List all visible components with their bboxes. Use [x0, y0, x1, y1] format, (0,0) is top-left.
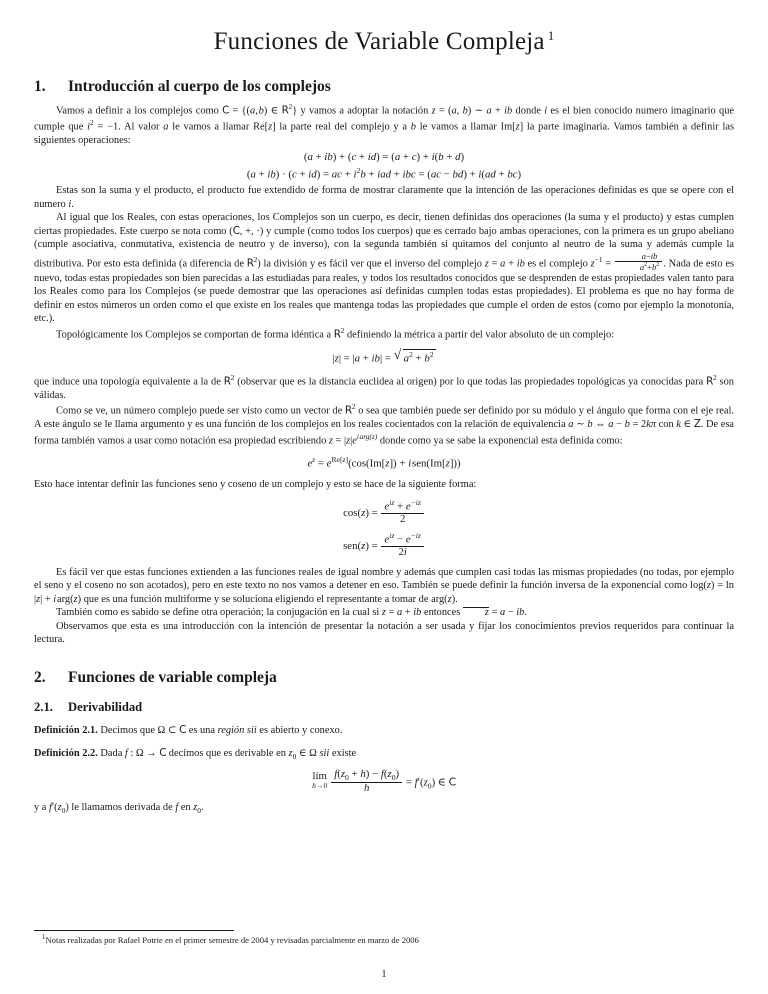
section-1-title: Introducción al cuerpo de los complejos: [68, 77, 331, 95]
footnote-body: Notas realizadas por Rafael Potrie en el primer semestre de 2004 y revisadas parcialmente en marzo de 2006: [45, 935, 419, 946]
footnote-area: [34, 930, 734, 946]
equation-cosine: cos(z) = $\frac{e^{iz} + e^{-iz}}{2}$: [34, 499, 734, 525]
paragraph-topologia-equivalente: que induce una topología equivalente a la de $R^2$ (observar que es la distancia euclidea al origen) por lo que todas las propiedades topológicas ya conocidas para $R^2$ son válidas.: [34, 372, 734, 401]
subsection-2-1-number: 2.1.: [34, 700, 53, 715]
definition-2-1: Definición 2.1. Decimos que Ω ⊂ C es una región sii es abierto y conexo.: [34, 724, 343, 737]
page-title-text: Funciones de Variable Compleja: [213, 28, 545, 55]
section-2-title: Funciones de variable compleja: [68, 668, 277, 686]
equation-modulus: |z| = |a + ib| = √ $a^2 + b^2$: [332, 346, 434, 365]
equation-derivative-limit: lím h→0 $\frac{f(z_0 + h) - f(z_0)}{h}$ = $f'(z_0)$ ∈ C: [312, 767, 456, 794]
equation-product: (a + ib) · (c + id) = ac + $i^2b$ + iad + ibc = (ac − bd) + i(ad + bc): [246, 166, 522, 181]
paragraph-observacion-introduccion: Observamos que esta es una introducción con la intención de presentar la notación a ser usada y fijar los conocimientos previos requeridos para continuar la lectura.: [34, 620, 734, 646]
equation-sum: (a + ib) + (c + id) = (a + c) + i(b + d): [303, 150, 465, 163]
page-number: 1: [381, 969, 387, 980]
definition-2-2-label: Definición 2.2.: [34, 747, 98, 759]
section-2-heading: [34, 669, 734, 688]
subsection-2-1-heading: [34, 700, 734, 715]
footnote-text: [34, 934, 734, 946]
paragraph-suma-producto: Estas son la suma y el producto, el producto fue extendido de forma de mostrar claramente que la intención de las operaciones definidas es que se opere con el numero i.: [34, 185, 734, 210]
footnote-marker: 1: [42, 934, 46, 942]
paragraph-derivada-cierre: y a $f'(z_0)$ le llamamos derivada de f en $z_0$.: [34, 802, 204, 816]
equation-sine: sen(z) = $\frac{e^{iz} - e^{-iz}}{2i}$: [34, 532, 734, 558]
paragraph-extension-funciones: Es fácil ver que estas funciones extienden a las funciones reales de igual nombre y además que cumplen casi todas las mismas propiedades (no todas, por ejemplo el seno y el coseno no son acotados), pero en este texto no nos vamos a detener en eso. También se puede definir la función inversa de la exponencial como log(z) = ln |z| + i arg(z) que es una función multiforme y se soluciona eligiendo el representante a tomar de arg(z).: [34, 566, 734, 605]
paragraph-topologia: Topológicamente los Complejos se comportan de forma idéntica a $R^2$ definiendo la métrica a partir del valor absoluto de un complejo:: [56, 325, 615, 341]
footnote-rule: [34, 930, 234, 931]
section-1-heading: [34, 78, 734, 97]
section-2-number: 2.: [34, 668, 46, 686]
definition-2-2: Definición 2.2. Dada f : Ω → C decimos que es derivable en $z_0$ ∈ Ω sii existe: [34, 746, 357, 761]
paragraph-definition-complejos: Vamos a definir a los complejos como C = {(a, b) ∈ $R^2$} y vamos a adoptar la notación z = (a, b) ∼ a + ib donde i es el bien conocido numero imaginario que cumple que $i^2 = -1$. Al valor a le vamos a llamar Re[z] la parte real del complejo y a b le vamos a llamar Im[z] la parte imaginaria. Vamos también a definir las siguientes operaciones:: [34, 102, 735, 147]
subsection-2-1-title: Derivabilidad: [68, 700, 143, 715]
definition-2-1-label: Definición 2.1.: [34, 725, 98, 737]
page-title: [34, 28, 734, 56]
paragraph-seno-coseno-intro: Esto hace intentar definir las funciones seno y coseno de un complejo y esto se hace de la siguiente forma:: [34, 479, 477, 491]
title-footnote-marker: 1: [547, 27, 555, 43]
section-1-number: 1.: [34, 77, 46, 95]
paragraph-cuerpo-complejos: Al igual que los Reales, con estas operaciones, los Complejos son un cuerpo, es decir, tienen definidas dos operaciones (la suma y el producto) y estas cumplen ciertas propiedades. Este cuerpo se nota como (C, +, ·) y cumple (como todos los cuerpos) que es cerrado bajo ambas operaciones, con la primera es un grupo abeliano (cumple asociativa, conmutativa, existencia de neutro y de inverso), con la segunda también si quitamos del conjunto al neutro de la suma y además cumple la distributiva. Por esto esta definida (a diferencia de $R^2$) la división y es fácil ver que el inverso del complejo z = a + ib es el complejo $z^{-1}$ = $\frac{a-ib}{a^2+b^2}$ . Nada de esto es nuevo, todas estas propiedades son bien parecidas a las estudiadas para reales, y todos los resultados conocidos que se desprenden de estas propiedades valen tanto para los Reales como para los Complejos (se puede demostrar que las operaciones así definidas cumplen todas estas propiedades). El problema es que no hay forma de definir en estos números un orden como el que existe en los reales que mantenga todas las propiedades que cumple el orden de estos (como por ejemplo la monotonía, etc.).: [34, 212, 734, 325]
paragraph-conjugacion: También como es sabido se define otra operación; la conjugación en la cual si z = a + ib entonces z = a − ib.: [56, 607, 527, 619]
equation-exponential: $e^z = e^{Re[z]}(\cos(Im[z]) + i$ sen(Im[z])): [307, 454, 461, 470]
paragraph-vector-modulo-argumento: Como se ve, un número complejo puede ser visto como un vector de $R^2$ o sea que también puede ser definido por su módulo y el ángulo que forma con el eje real. A este ángulo se le llama argumento y es una función de los complejos en los reales cocientados con la relación de equivalencia a ∼ b ⇔ a − b = 2kπ con k ∈ Z. De esa forma también vamos a usar como notación esa propiedad escribiendo $z = |z|e^{i arg(z)}$ donde como ya se sabe la exponencial esta definida como:: [34, 402, 734, 447]
